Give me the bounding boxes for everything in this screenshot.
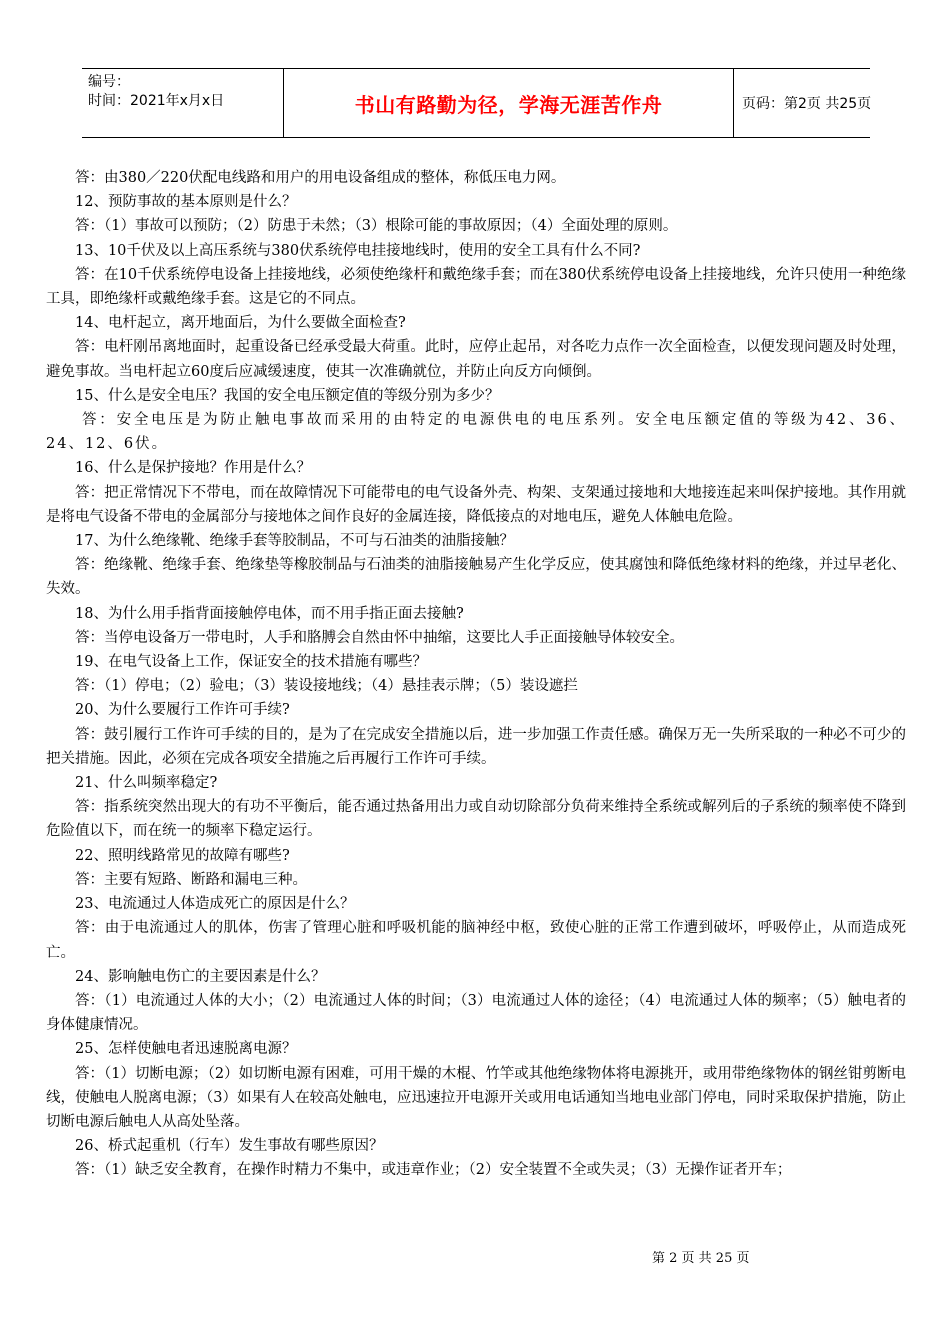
document-body bbox=[46, 166, 906, 1183]
question-18: 18、为什么用手指背面接触停电体，而不用手指正面去接触? bbox=[75, 605, 464, 622]
answer-23: 答：由于电流通过人的肌体，伤害了管理心脏和呼吸机能的脑神经中枢，致使心脏的正常工作遭到破坏，呼吸停止，从而造成死亡。 bbox=[46, 920, 906, 961]
question-20: 20、为什么要履行工作许可手续? bbox=[75, 702, 290, 719]
header-motto-cell bbox=[284, 69, 734, 137]
paragraph: 答：由380／220伏配电线路和用户的用电设备组成的整体，称低压电力网。 bbox=[75, 170, 566, 186]
header-page-cell bbox=[734, 69, 870, 137]
answer-22: 答：主要有短路、断路和漏电三种。 bbox=[75, 871, 307, 888]
page-header bbox=[82, 68, 870, 138]
answer-19: 答：（1）停电；（2）验电；（3）装设接地线；（4）悬挂表示牌；（5）装设遮拦 bbox=[75, 678, 578, 695]
answer-24: 答：（1）电流通过人体的大小；（2）电流通过人体的时间；（3）电流通过人体的途径；（4）电流通过人体的频率；（5）触电者的身体健康情况。 bbox=[46, 992, 906, 1034]
question-23: 23、电流通过人体造成死亡的原因是什么？ bbox=[75, 896, 355, 913]
question-15: 15、什么是安全电压？我国的安全电压额定值的等级分别为多少？ bbox=[75, 387, 500, 404]
answer-26: 答：（1）缺乏安全教育，在操作时精力不集中，或违章作业；（2）安全装置不全或失灵；（3）无操作证者开车； bbox=[75, 1162, 792, 1179]
answer-12: 答：（1）事故可以预防；（2）防患于未然；（3）根除可能的事故原因；（4）全面处理的原则。 bbox=[75, 218, 678, 235]
answer-17: 答：绝缘靴、绝缘手套、绝缘垫等橡胶制品与石油类的油脂接触易产生化学反应，使其腐蚀和降低绝缘材料的绝缘，并过早老化、失效。 bbox=[46, 557, 906, 598]
header-info-cell bbox=[82, 69, 284, 137]
answer-15: 答：安全电压是为防止触电事故而采用的由特定的电源供电的电压系列。安全电压额定值的等级为42、36、24、12、6伏。 bbox=[46, 412, 906, 453]
date-label: 时间：2021年x月x日 bbox=[88, 93, 225, 109]
question-25: 25、怎样使触电者迅速脱离电源？ bbox=[75, 1041, 297, 1058]
motto-text: 书山有路勤为径，学海无涯苦作舟 bbox=[354, 92, 663, 117]
page-footer: 第 2 页 共 25 页 bbox=[652, 1251, 750, 1266]
answer-21: 答：指系统突然出现大的有功不平衡后，能否通过热备用出力或自动切除部分负荷来维持全系统或解列后的子系统的频率使不降到危险值以下，而在统一的频率下稳定运行。 bbox=[46, 799, 906, 840]
question-12: 12、预防事故的基本原则是什么？ bbox=[75, 194, 297, 211]
number-label: 编号： bbox=[88, 74, 130, 90]
page-label: 页码：第2页 共25页 bbox=[742, 96, 872, 112]
answer-16: 答：把正常情况下不带电，而在故障情况下可能带电的电气设备外壳、构架、支架通过接地和大地接连起来叫保护接地。其作用就是将电气设备不带电的金属部分与接地体之间作良好的金属连接，降低接点的对地电压，避免人体触电危险。 bbox=[46, 484, 906, 525]
question-14: 14、电杆起立，离开地面后，为什么要做全面检查? bbox=[75, 315, 406, 332]
answer-25: 答：（1）切断电源；（2）如切断电源有困难，可用干燥的木棍、竹竿或其他绝缘物体将电源挑开，或用带绝缘物体的钢丝钳剪断电线，使触电人脱离电源；（3）如果有人在较高处触电，应迅速拉开电源开关或用电话通知当地电业部门停电，同时采取保护措施，防止切断电源后触电人从高处坠落。 bbox=[46, 1065, 906, 1130]
question-22: 22、照明线路常见的故障有哪些? bbox=[75, 847, 290, 864]
answer-13: 答：在10千伏系统停电设备上挂接地线，必须使绝缘杆和戴绝缘手套；而在380伏系统停电设备上挂接地线，允许只使用一种绝缘工具，即绝缘杆或戴绝缘手套。这是它的不同点。 bbox=[46, 266, 906, 308]
answer-20: 答：鼓引履行工作许可手续的目的，是为了在完成安全措施以后，进一步加强工作责任感。确保万无一失所采取的一种必不可少的把关措施。因此，必须在完成各项安全措施之后再履行工作许可手续。 bbox=[46, 726, 906, 767]
question-19: 19、在电气设备上工作，保证安全的技术措施有哪些？ bbox=[75, 654, 427, 671]
question-13: 13、10千伏及以上高压系统与380伏系统停电挂接地线时，使用的安全工具有什么不同? bbox=[75, 242, 641, 259]
question-21: 21、什么叫频率稳定? bbox=[75, 775, 218, 792]
question-17: 17、为什么绝缘靴、绝缘手套等胶制品，不可与石油类的油脂接触？ bbox=[75, 533, 514, 550]
answer-18: 答：当停电设备万一带电时，人手和胳膊会自然由怀中抽缩，这要比人手正面接触导体较安全。 bbox=[75, 629, 684, 646]
question-26: 26、桥式起重机（行车）发生事故有哪些原因？ bbox=[75, 1138, 384, 1155]
question-24: 24、影响触电伤亡的主要因素是什么？ bbox=[75, 968, 326, 985]
answer-14: 答：电杆刚吊离地面时，起重设备已经承受最大荷重。此时，应停止起吊，对各吃力点作一次全面检查，以便发现问题及时处理，避免事故。当电杆起立60度后应减缓速度，使其一次准确就位，并防止向反方向倾倒。 bbox=[46, 339, 906, 380]
question-16: 16、什么是保护接地？作用是什么？ bbox=[75, 460, 311, 477]
